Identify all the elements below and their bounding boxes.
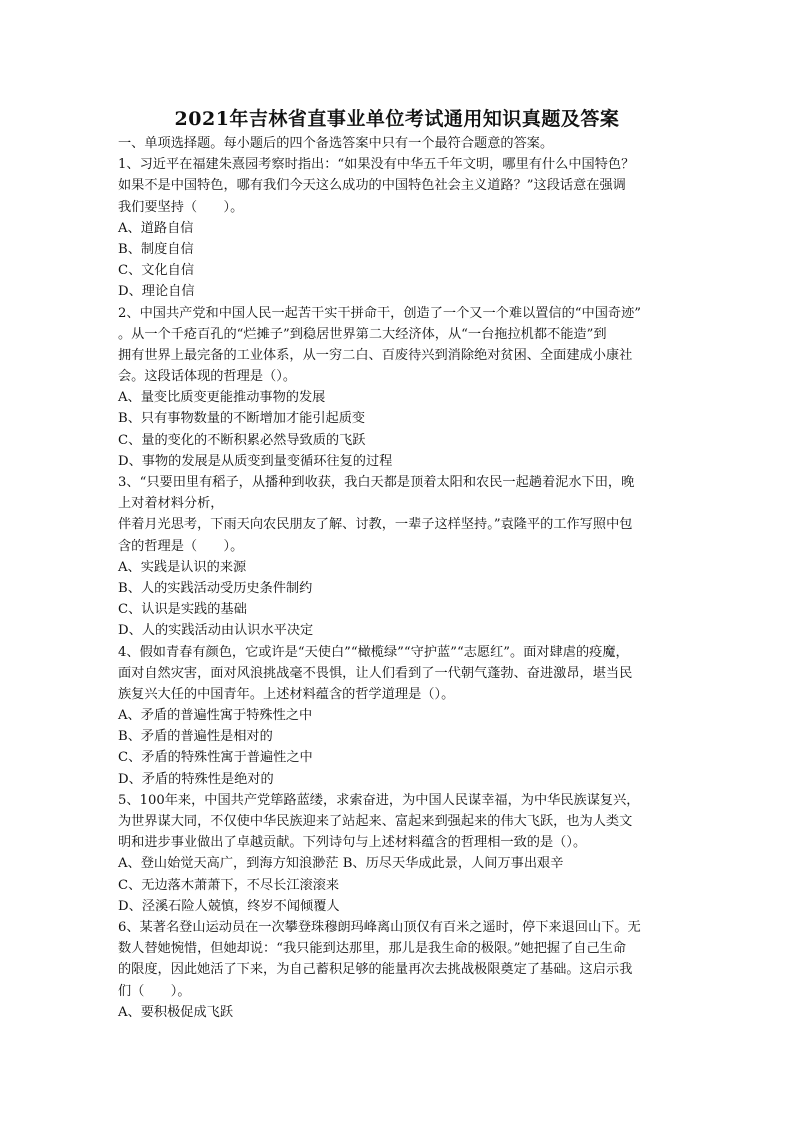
text-line: 5、100年来，中国共产党筚路蓝缕，求索奋进，为中国人民谋幸福，为中华民族谋复兴， [118,792,640,808]
text-line: 。从一个千疮百孔的“烂摊子”到稳居世界第二大经济体，从“一台拖拉机都不能造”到 [118,326,607,342]
text-line: D、矛盾的特殊性是绝对的 [118,771,274,787]
text-line: 如果不是中国特色，哪有我们今天这么成功的中国特色社会主义道路？”这段话意在强调 [118,178,626,194]
text-line: 一、单项选择题。每小题后的四个备选答案中只有一个最符合题意的答案。 [118,136,554,151]
text-line: 伴着月光思考，下雨天向农民朋友了解、讨教，一辈子这样坚持。”袁隆平的工作写照中包 [118,517,633,533]
text-line: A、量变比质变更能推动事物的发展 [118,390,326,406]
text-line: 含的哲理是（ ）。 [118,538,244,554]
page-title: 2021年吉林省直事业单位考试通用知识真题及答案 [174,108,620,130]
text-line: 族复兴大任的中国青年。上述材料蕴含的哲学道理是（）。 [118,686,455,702]
text-line: 拥有世界上最完备的工业体系，从一穷二白、百废待兴到消除绝对贫困、全面建成小康社 [118,347,633,363]
text-line: B、人的实践活动受历史条件制约 [118,580,313,596]
text-line: 的限度，因此她活了下来，为自己蓄积足够的能量再次去挑战极限奠定了基础。这启示我 [118,962,633,978]
text-line: A、实践是认识的来源 [118,559,247,575]
text-line: C、量的变化的不断积累必然导致质的飞跃 [118,432,366,448]
text-line: C、矛盾的特殊性寓于普遍性之中 [118,750,313,766]
text-line: 3、“只要田里有稻子，从播种到收获，我白天都是顶着太阳和农民一起趟着泥水下田，晚 [118,475,635,490]
text-line: B、矛盾的普遍性是相对的 [118,729,273,745]
text-line: 我们要坚持（ ）。 [118,199,244,215]
text-line: 上对着材料分析， [118,496,224,512]
text-line: D、泾溪石险人兢慎，终岁不闻倾覆人 [118,898,340,914]
text-line: A、矛盾的普遍性寓于特殊性之中 [118,708,313,724]
text-line: A、要积极促成飞跃 [118,1004,234,1020]
text-line: 面对自然灾害，面对风浪挑战毫不畏惧，让人们看到了一代朝气蓬勃、奋进激昂，堪当民 [118,665,633,681]
text-line: 6、某著名登山运动员在一次攀登珠穆朗玛峰离山顶仅有百米之遥时，停下来退回山下。无 [118,919,641,935]
text-line: B、制度自信 [118,241,194,257]
text-line: 明和进步事业做出了卓越贡献。下列诗句与上述材料蕴含的哲理相一致的是（）。 [118,835,587,851]
text-line: C、文化自信 [118,263,195,279]
text-line: B、只有事物数量的不断增加才能引起质变 [118,411,366,427]
text-line: D、理论自信 [118,284,195,300]
text-line: 数人替她惋惜，但她却说：“我只能到达那里，那儿是我生命的极限。”她把握了自己生命 [118,941,627,957]
document-body [118,133,688,1023]
text-line: A、登山始觉天高广，到海方知浪渺茫 B、历尽天华成此景，人间万事出艰辛 [118,856,564,872]
text-line: 会。这段话体现的哲理是（）。 [118,369,297,385]
text-line: 4、假如青春有颜色，它或许是“天使白”“橄榄绿”“守护蓝”“志愿红”。面对肆虐的疫魔， [118,644,629,660]
text-line: A、道路自信 [118,220,194,236]
text-line: 为世界谋大同，不仅使中华民族迎来了站起来、富起来到强起来的伟大飞跃，也为人类文 [118,814,633,829]
text-line: 1、习近平在福建朱熹园考察时指出：“如果没有中华五千年文明，哪里有什么中国特色？ [118,157,635,173]
text-line: 们（ ）。 [118,983,191,999]
text-line: 2、中国共产党和中国人民一起苦干实干拼命干，创造了一个又一个难以置信的“中国奇迹” [118,305,641,321]
text-line: D、事物的发展是从质变到量变循环往复的过程 [118,453,393,469]
text-line: C、无边落木萧萧下，不尽长江滚滚来 [118,877,340,893]
text-line: D、人的实践活动由认识水平决定 [118,623,314,639]
text-line: C、认识是实践的基础 [118,602,247,618]
